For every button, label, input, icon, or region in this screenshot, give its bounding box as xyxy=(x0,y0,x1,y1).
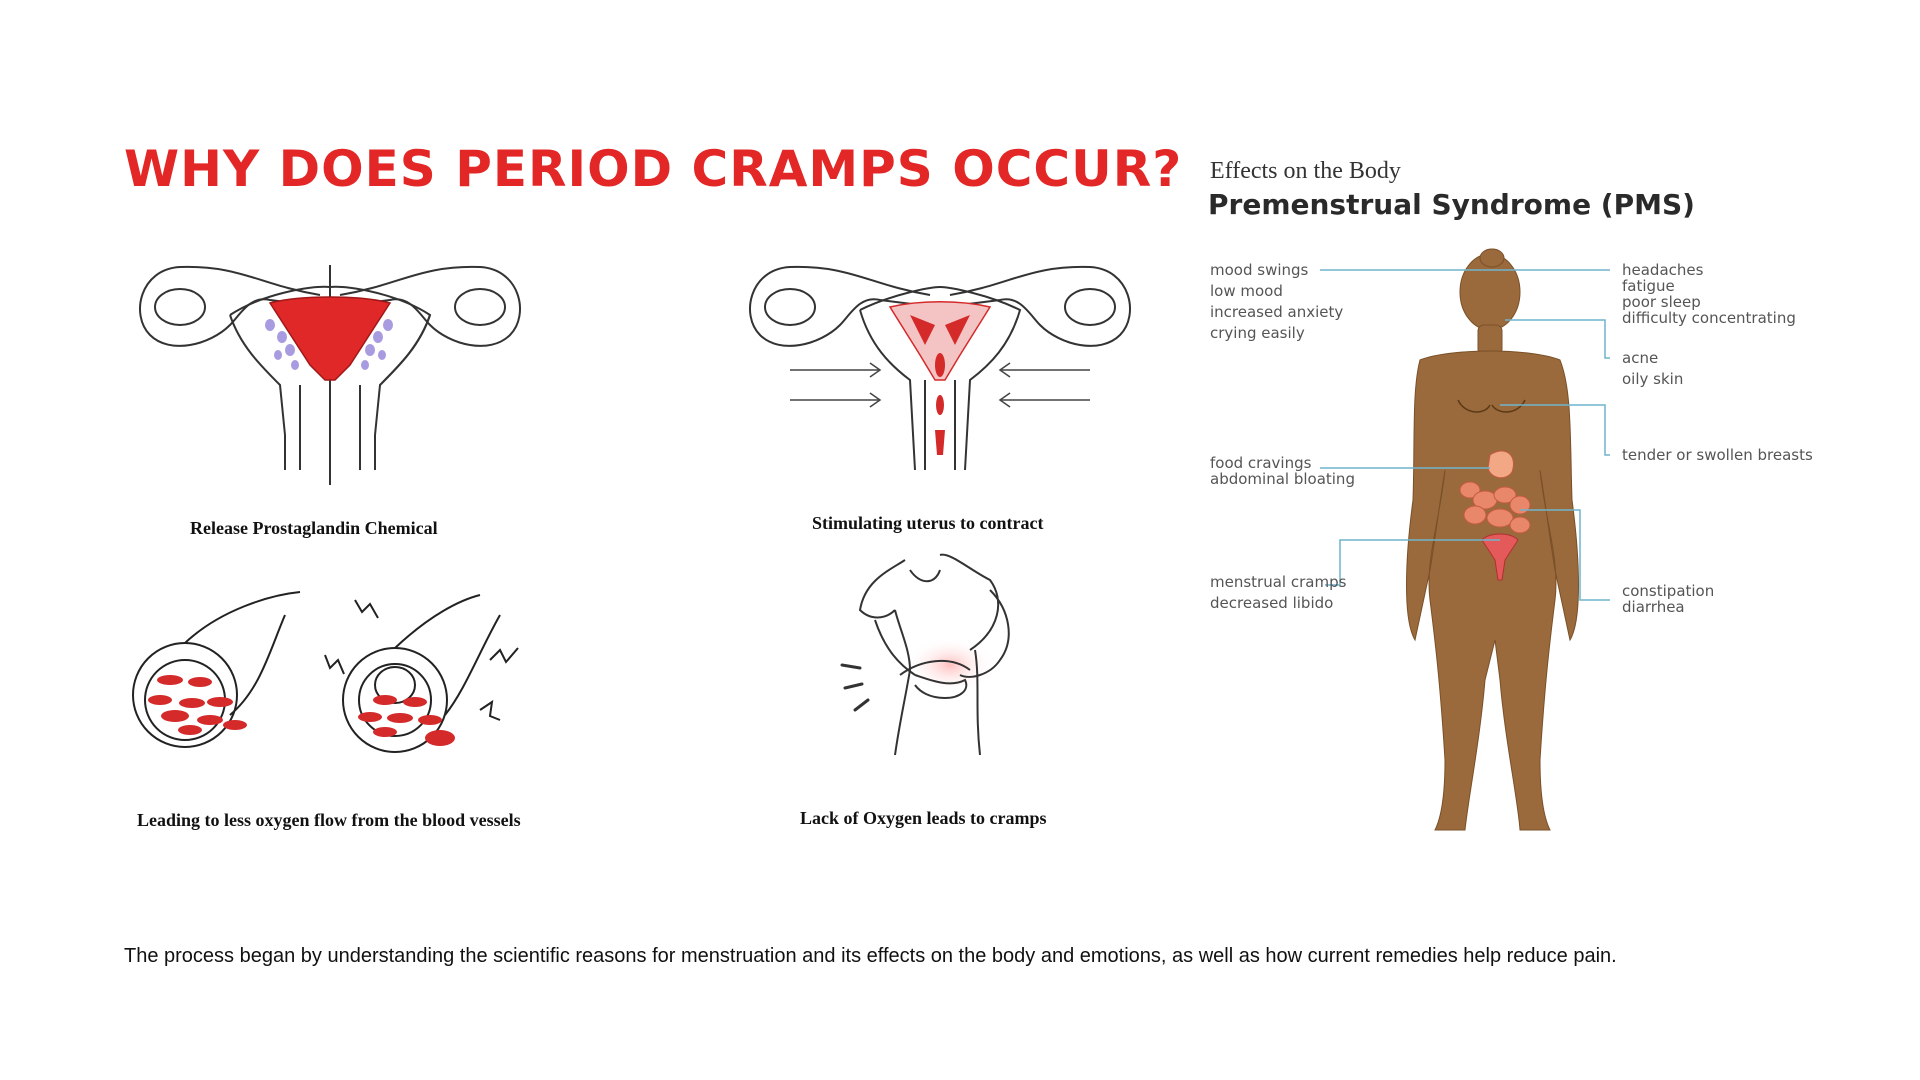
uterus-prostaglandin-illustration xyxy=(120,255,540,485)
pms-group-mood xyxy=(1210,260,1343,344)
blood-vessel-illustration xyxy=(130,590,530,770)
symptom-increased-anxiety: increased anxiety xyxy=(1210,303,1344,321)
symptom-diarrhea: diarrhea xyxy=(1622,598,1685,616)
symptom-acne: acne xyxy=(1622,349,1659,367)
caption-lack-of-oxygen: Lack of Oxygen leads to cramps xyxy=(800,808,1047,828)
uterus-contracting-illustration xyxy=(730,255,1150,485)
symptom-abdominal-bloating: abdominal bloating xyxy=(1210,470,1355,488)
pms-group-skin xyxy=(1622,348,1683,390)
pms-group-bowel xyxy=(1622,583,1714,615)
symptom-poor-sleep: poor sleep xyxy=(1622,293,1701,311)
caption-less-oxygen-flow: Leading to less oxygen flow from the blood vessels xyxy=(137,810,521,830)
symptom-menstrual-cramps: menstrual cramps xyxy=(1210,573,1347,591)
pms-title: Premenstrual Syndrome (PMS) xyxy=(1208,188,1695,221)
pms-group-head xyxy=(1622,262,1796,326)
symptom-mood-swings: mood swings xyxy=(1210,261,1309,279)
caption-stimulating-uterus: Stimulating uterus to contract xyxy=(812,513,1044,533)
symptom-oily-skin: oily skin xyxy=(1622,370,1684,388)
footer-description: The process began by understanding the scientific reasons for menstruation and its effects on the body and emotions, as well as how current remedies help reduce pain. xyxy=(124,945,1617,967)
caption-release-prostaglandin: Release Prostaglandin Chemical xyxy=(190,518,438,538)
pms-eyebrow: Effects on the Body xyxy=(1210,158,1401,184)
pms-group-menstrual xyxy=(1210,572,1346,614)
symptom-fatigue: fatigue xyxy=(1622,277,1675,295)
symptom-tender-breasts: tender or swollen breasts xyxy=(1622,446,1813,464)
pms-group-digestive xyxy=(1210,455,1355,487)
page-title: WHY DOES PERIOD CRAMPS OCCUR? xyxy=(124,140,1183,198)
symptom-crying-easily: crying easily xyxy=(1210,324,1305,342)
symptom-constipation: constipation xyxy=(1622,582,1715,600)
symptom-difficulty-concentrating: difficulty concentrating xyxy=(1622,309,1796,327)
symptom-headaches: headaches xyxy=(1622,261,1704,279)
person-cramps-illustration xyxy=(840,550,1060,770)
symptom-food-cravings: food cravings xyxy=(1210,454,1312,472)
symptom-decreased-libido: decreased libido xyxy=(1210,594,1334,612)
pms-group-breasts xyxy=(1622,445,1813,466)
symptom-low-mood: low mood xyxy=(1210,282,1283,300)
